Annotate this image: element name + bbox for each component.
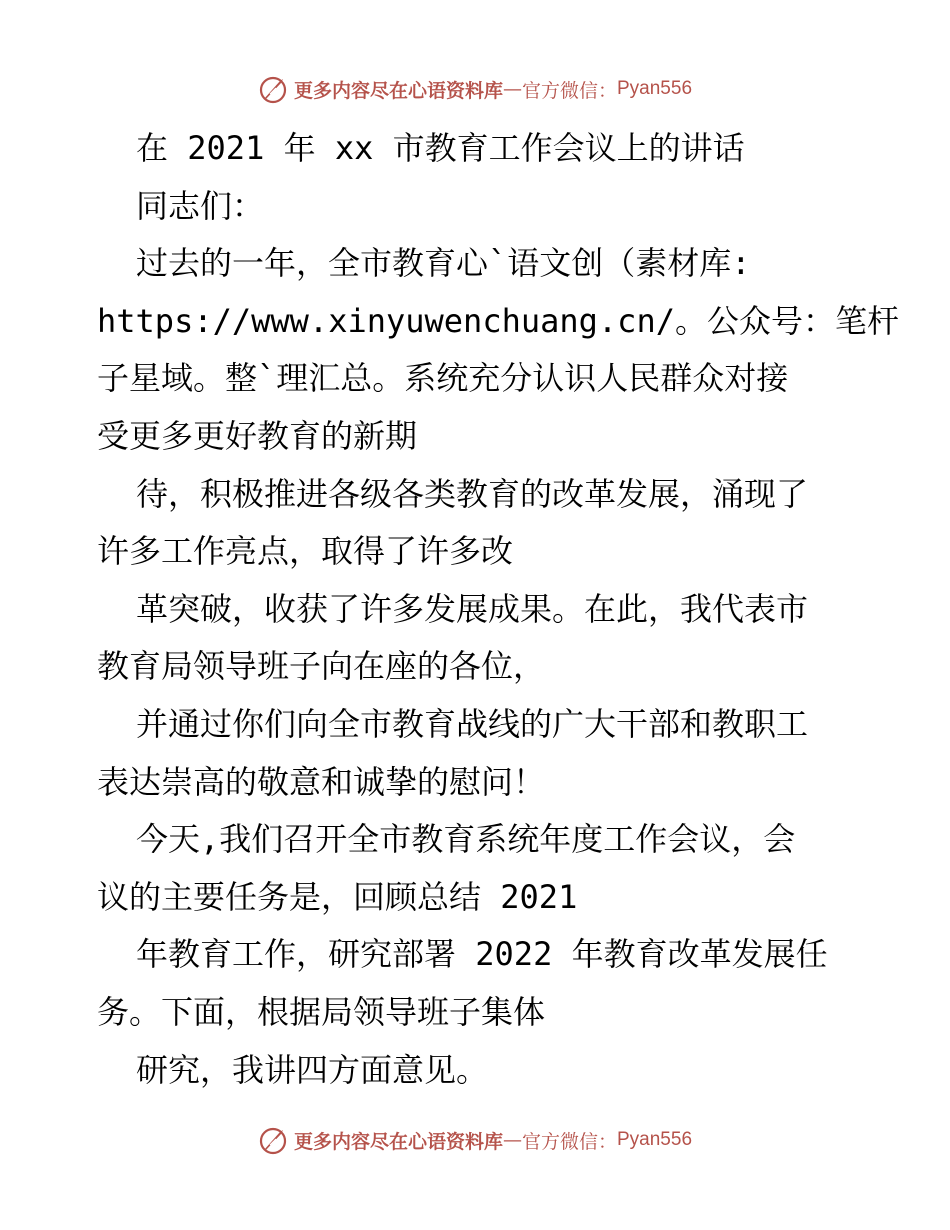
paragraph-line: 过去的一年，全市教育心`语文创（素材库: bbox=[136, 244, 751, 283]
salutation: 同志们： bbox=[136, 186, 265, 225]
paragraph-line: 务。下面，根据局领导班子集体 bbox=[97, 992, 546, 1031]
paragraph-line: 待，积极推进各级各类教育的改革发展，涌现了 bbox=[136, 474, 809, 513]
header-separator: — bbox=[502, 78, 522, 100]
paragraph-line: 受更多更好教育的新期 bbox=[97, 416, 418, 455]
document-body bbox=[97, 120, 899, 1099]
footer-wechat-label: 官方微信： bbox=[521, 1130, 617, 1153]
header-wechat-id: Pyan556 bbox=[617, 78, 693, 99]
header-banner bbox=[0, 72, 950, 106]
paragraph-line: 教育局领导班子向在座的各位， bbox=[97, 647, 546, 686]
paragraph-line: 许多工作亮点，取得了许多改 bbox=[97, 532, 514, 571]
footer-banner bbox=[0, 1123, 950, 1157]
header-brand-text: 更多内容尽在心语资料库 bbox=[293, 79, 503, 102]
footer-separator: — bbox=[502, 1129, 522, 1151]
quill-logo-icon bbox=[258, 74, 288, 104]
paragraph-line: 议的主要任务是，回顾总结 2021 bbox=[97, 877, 578, 916]
paragraph-line: 革突破，收获了许多发展成果。在此，我代表市 bbox=[136, 589, 809, 628]
paragraph-line: 子星域。整`理汇总。系统充分认识人民群众对接 bbox=[97, 359, 789, 398]
quill-logo-icon bbox=[258, 1125, 288, 1155]
paragraph-line: 研究，我讲四方面意见。 bbox=[136, 1050, 489, 1089]
paragraph-line: https://www.xinyuwenchuang.cn/。公众号：笔杆 bbox=[97, 301, 899, 340]
paragraph-line: 并通过你们向全市教育战线的广大干部和教职工 bbox=[136, 704, 809, 743]
header-wechat-label: 官方微信： bbox=[521, 79, 617, 102]
footer-wechat-id: Pyan556 bbox=[617, 1129, 693, 1150]
footer-brand-text: 更多内容尽在心语资料库 bbox=[293, 1130, 503, 1153]
paragraph-line: 今天,我们召开全市教育系统年度工作会议，会 bbox=[136, 820, 796, 859]
paragraph-line: 年教育工作，研究部署 2022 年教育改革发展任 bbox=[136, 935, 828, 974]
document-title: 在 2021 年 xx 市教育工作会议上的讲话 bbox=[136, 129, 745, 167]
paragraph-line: 表达崇高的敬意和诚挚的慰问！ bbox=[97, 762, 546, 801]
